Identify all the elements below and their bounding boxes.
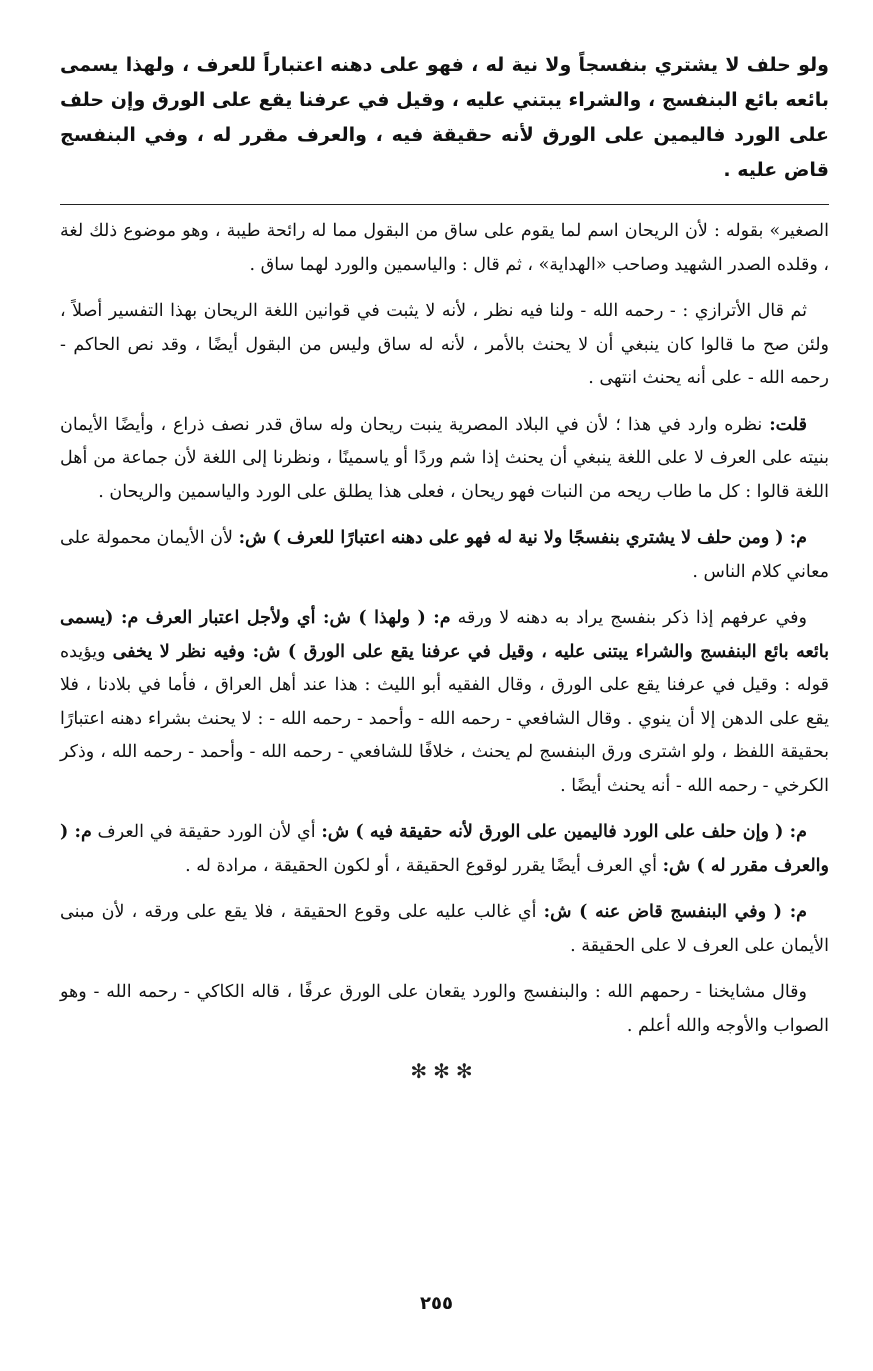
commentary-paragraph-7 xyxy=(60,896,829,963)
commentary-paragraph-6 xyxy=(60,816,829,883)
commentary-paragraph-3-body: نظره وارد في هذا ؛ لأن في البلاد المصرية ينبت ريحان وله ساق قدر نصف ذراع ، وأيضًا الأيمان بنيته على العرف لا على اللغة ينبغي أن يحنث إذا شم وردًا أو ياسمينًا ، ونظرنا إلى اللغة لأن جماعة من أهل اللغة قالوا : كل ما طاب ريحه من النبات فهو ريحان ، فعلى هذا يطلق على الورد والياسمين والريحان . xyxy=(60,414,829,502)
commentary-paragraph-3 xyxy=(60,409,829,510)
matn-quote-4: م: ( ومن حلف لا يشتري بنفسجًا ولا نية له فهو على دهنه اعتبارًا للعرف ) ش: xyxy=(238,528,807,548)
matn-quote-6b: م: ( والعرف مقرر له ) ش: xyxy=(60,822,829,876)
commentary-paragraph-5 xyxy=(60,602,829,803)
commentary-paragraph-8: وقال مشايخنا - رحمهم الله : والبنفسج والورد يقعان على الورق عرفًا ، قاله الكاكي - رحمه الله - وهو الصواب والأوجه والله أعلم . xyxy=(60,982,829,1036)
commentary-paragraph-4 xyxy=(60,522,829,589)
matn-quote-7: م: ( وفي البنفسج قاض عنه ) ش: xyxy=(543,902,807,922)
matn-text: ولو حلف لا يشتري بنفسجاً ولا نية له ، فهو على دهنه اعتباراً للعرف ، ولهذا يسمى بائعه بائع البنفسج ، والشراء يبتني عليه ، وقيل في عرفنا يقع على الورق وإن حلف على الورد فاليمين على الورق لأنه حقيقة فيه ، والعرف مقرر له ، وفي البنفسج قاض عليه . xyxy=(60,54,829,181)
matn-quote-5: م: ( ولهذا ) ش: أي ولأجل اعتبار العرف م: (يسمى بائعه بائع البنفسج والشراء يبتنى عليه ، وقيل في عرفنا يقع على الورق ) ش: وفيه نظر لا يخفى xyxy=(60,608,829,662)
commentary-paragraph-7-body: أي غالب عليه على وقوع الحقيقة ، فلا يقع على ورقه ، لأن مبنى الأيمان على العرف لا على الحقيقة . xyxy=(60,902,829,956)
commentary-paragraph-4-body: لأن الأيمان محمولة على معاني كلام الناس . xyxy=(60,528,829,582)
commentary-paragraph-6-body-a: أي لأن الورد حقيقة في العرف xyxy=(97,822,316,842)
commentary-paragraph-5-intro: وفي عرفهم إذا ذكر بنفسج يراد به دهنه لا ورقه xyxy=(457,608,807,628)
commentary-paragraph-1: الصغير» بقوله : لأن الريحان اسم لما يقوم على ساق من البقول مما له رائحة طيبة ، وهو موضوع ذلك لغة ، وقلده الصدر الشهيد وصاحب «الهداية» ، ثم قال : والياسمين والورد لهما ساق . xyxy=(60,221,829,275)
commentary-paragraph-6-body-b: أي العرف أيضًا يقرر لوقوع الحقيقة ، أو لكون الحقيقة ، مرادة له . xyxy=(185,855,658,876)
commentary-paragraph-5-body: ويؤيده قوله : وقيل في عرفنا يقع على الورق ، وقال الفقيه أبو الليث : هذا عند أهل العراق ، فأما في بلادنا ، فلا يقع على الدهن إلا أن ينوي . وقال الشافعي - رحمه الله - وأحمد - رحمه الله - : لا يحنث بشراء دهنه اعتبارًا بحقيقة اللفظ ، ولو اشترى ورق البنفسج لم يحنث ، خلافًا للشافعي - رحمه الله - وأحمد - رحمه الله ، وذكر الكرخي - رحمه الله - أنه يحنث أيضًا . xyxy=(60,641,829,796)
matn-quote-6: م: ( وإن حلف على الورد فاليمين على الورق لأنه حقيقة فيه ) ش: xyxy=(321,822,807,842)
page-number: ٢٥٥ xyxy=(420,1293,453,1314)
commentary-paragraph-2: ثم قال الأترازي : - رحمه الله - ولنا فيه نظر ، لأنه لا يثبت في قوانين اللغة الريحان بهذا التفسير أصلاً ، ولئن صح ما قالوا كان ينبغي أن لا يحنث بالأمر ، لأنه له ساق وليس من البقول أيضًا ، وقد نص الحاكم - رحمه الله - على أنه يحنث انتهى . xyxy=(60,301,829,388)
section-divider xyxy=(60,204,829,205)
qultu-lead: قلت: xyxy=(769,414,807,435)
section-separator-stars: ✻✻✻ xyxy=(410,1059,479,1083)
page-body xyxy=(60,48,829,1083)
